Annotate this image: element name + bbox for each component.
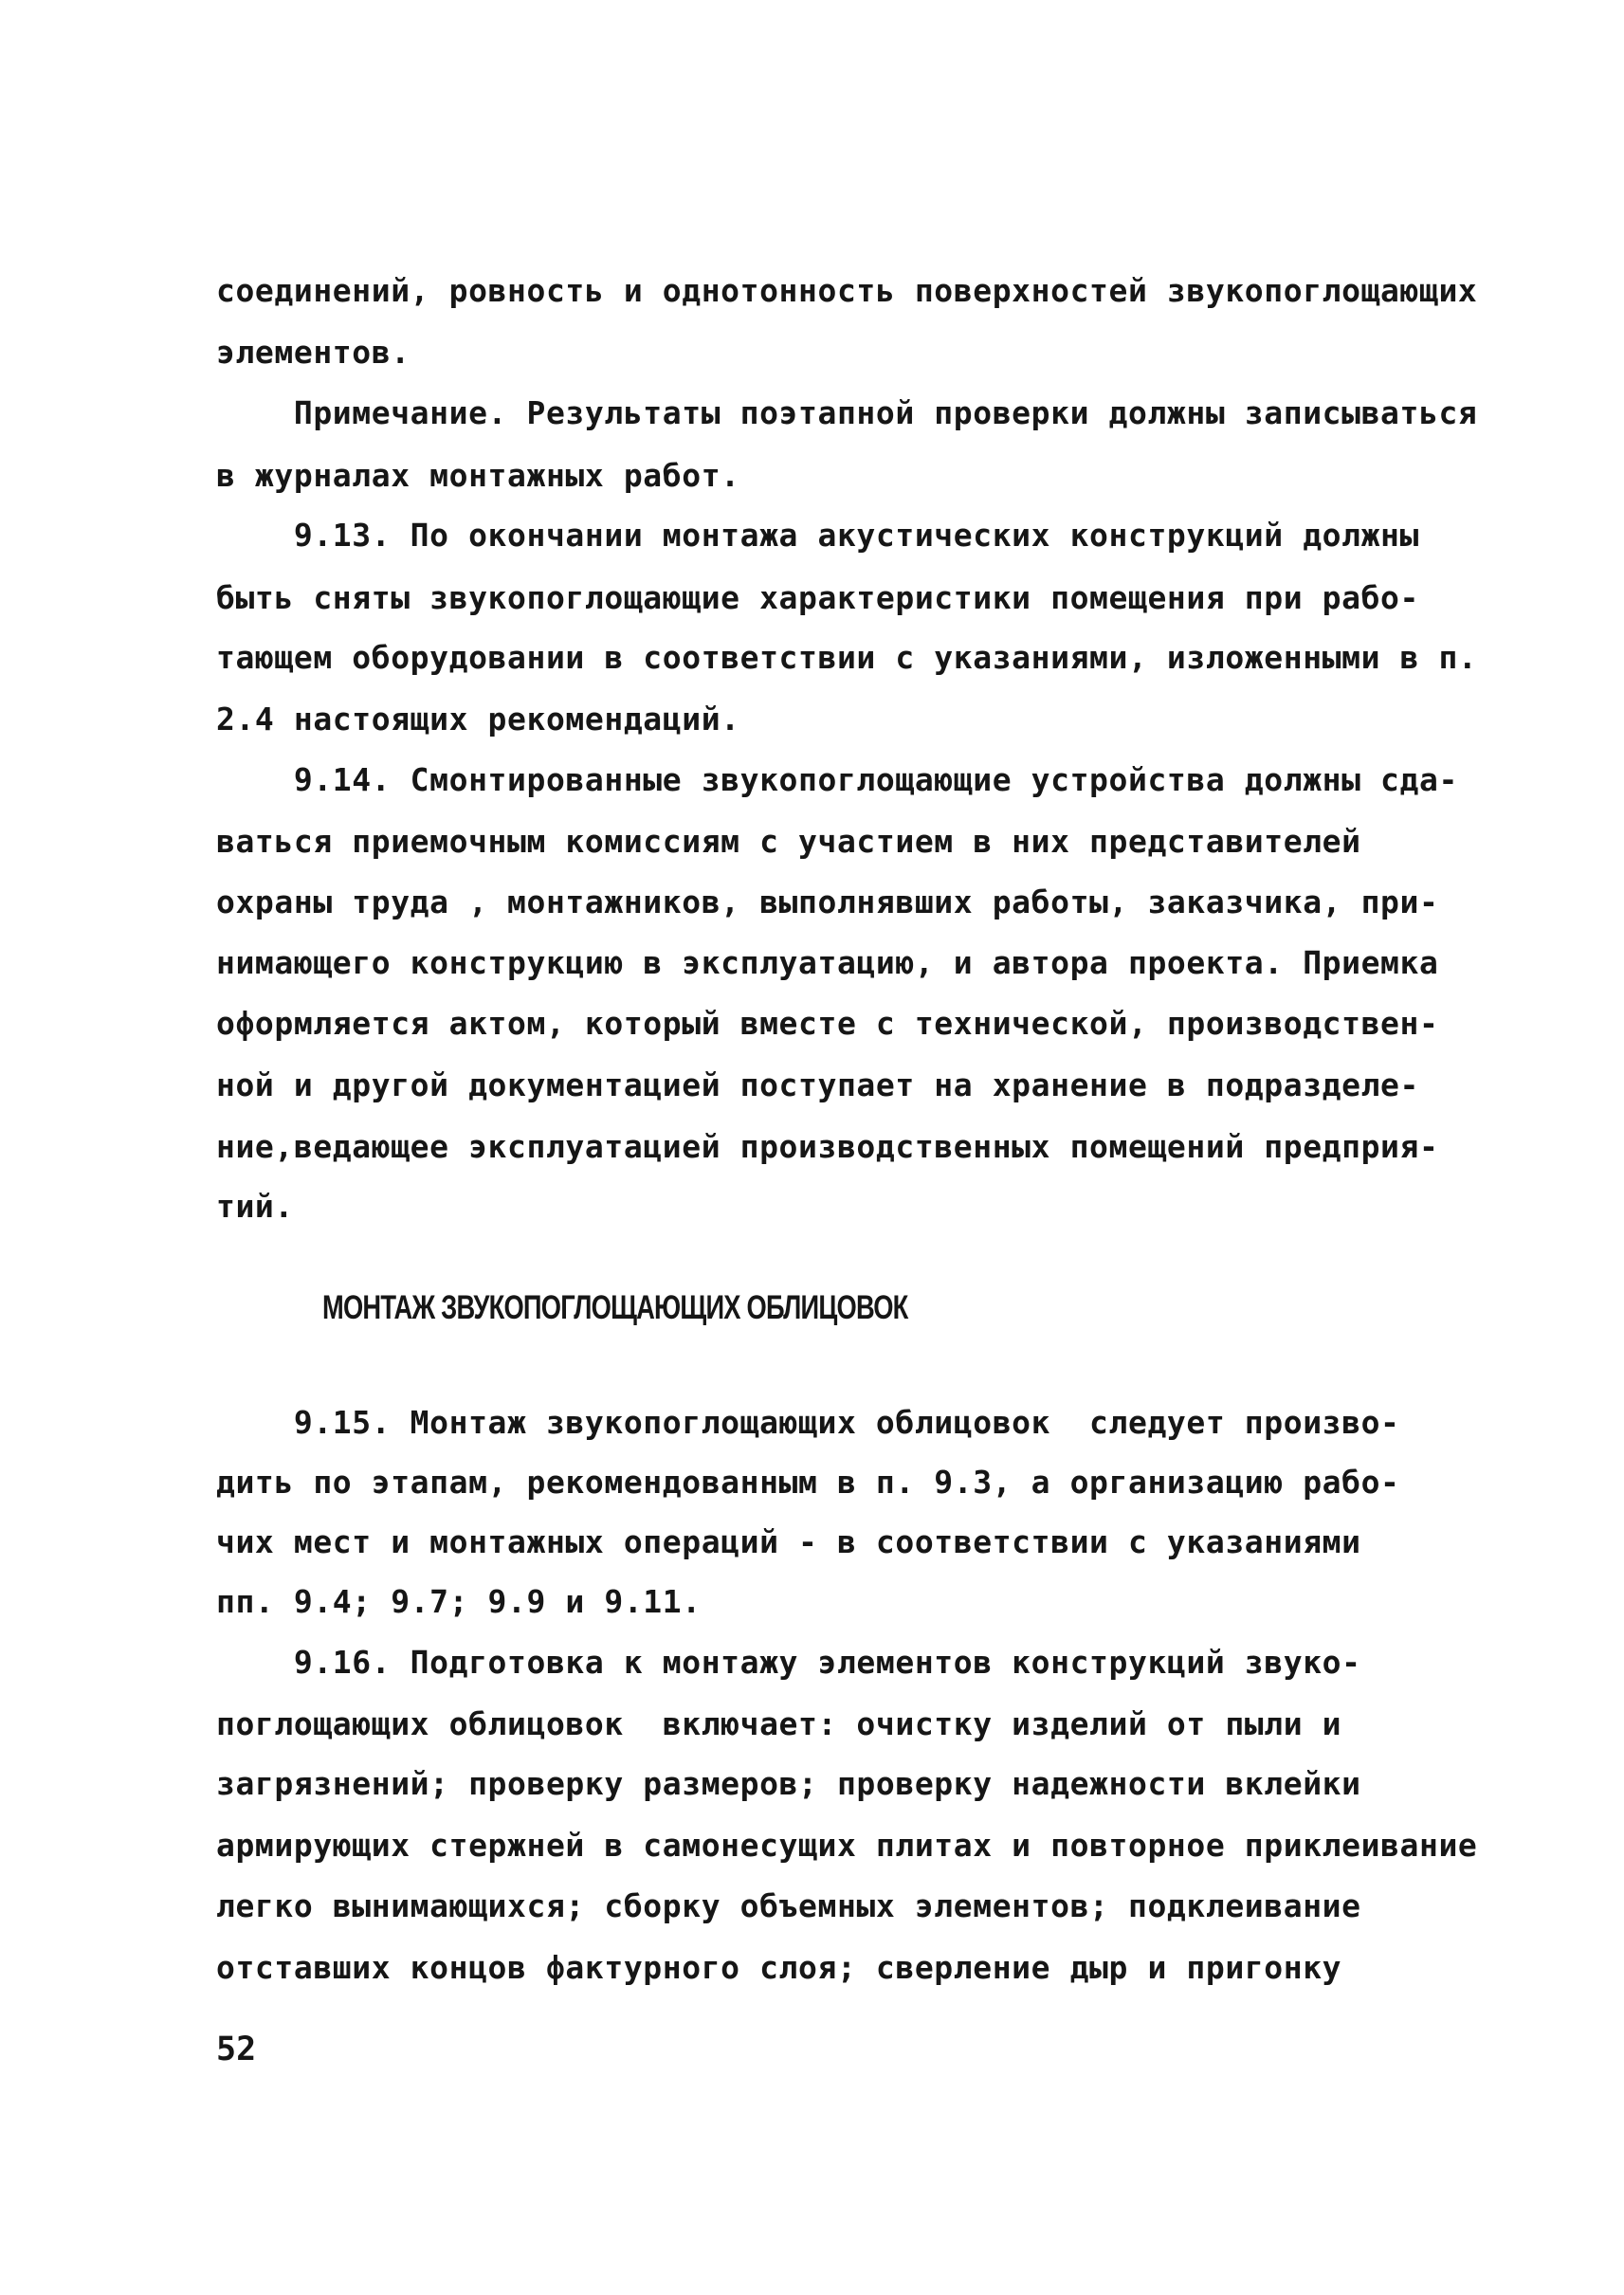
text-line: оформляется актом, который вместе с технической, производствен- — [216, 1005, 1439, 1042]
page-number: 52 — [216, 2031, 257, 2068]
text-line: ние,ведающее эксплуатацией производственных помещений предприя- — [216, 1128, 1439, 1165]
text-line: нимающего конструкцию в эксплуатацию, и автора проекта. Приемка — [216, 944, 1439, 981]
text-line: 2.4 настоящих рекомендаций. — [216, 701, 740, 738]
text-line: загрязнений; проверку размеров; проверку надежности вклейки — [216, 1765, 1361, 1802]
text-line: ной и другой документацией поступает на хранение в подразделе- — [216, 1066, 1419, 1103]
text-line: поглощающих облицовок включает: очистку изделий от пыли и — [216, 1705, 1342, 1742]
text-line: 9.15. Монтаж звукопоглощающих облицовок следует произво- — [216, 1404, 1400, 1441]
text-line: соединений, ровность и однотонность поверхностей звукопоглощающих — [216, 272, 1478, 309]
text-line: армирующих стержней в самонесущих плитах и повторное приклеивание — [216, 1827, 1478, 1864]
text-line: дить по этапам, рекомендованным в п. 9.3, а организацию рабо- — [216, 1464, 1400, 1501]
text-line: пп. 9.4; 9.7; 9.9 и 9.11. — [216, 1583, 702, 1620]
text-line: легко вынимающихся; сборку объемных элементов; подклеивание — [216, 1887, 1361, 1924]
text-line: 9.14. Смонтированные звукопоглощающие устройства должны сда- — [216, 761, 1458, 798]
text-line: 9.16. Подготовка к монтажу элементов конструкций звуко- — [216, 1644, 1361, 1681]
text-line: чих мест и монтажных операций - в соответствии с указаниями — [216, 1523, 1361, 1560]
text-line: в журналах монтажных работ. — [216, 457, 740, 494]
text-line: быть сняты звукопоглощающие характеристики помещения при рабо- — [216, 579, 1419, 616]
text-line: тающем оборудовании в соответствии с указаниями, изложенными в п. — [216, 639, 1478, 676]
text-line: Примечание. Результаты поэтапной проверки должны записываться — [216, 394, 1478, 431]
text-line: охраны труда , монтажников, выполнявших работы, заказчика, при- — [216, 883, 1439, 920]
section-heading: МОНТАЖ ЗВУКОПОГЛОЩАЮЩИХ ОБЛИЦОВОК — [322, 1289, 908, 1326]
text-line: ваться приемочным комиссиям с участием в них представителей — [216, 823, 1361, 860]
text-line: отставших концов фактурного слоя; сверление дыр и пригонку — [216, 1949, 1342, 1986]
text-line: элементов. — [216, 334, 411, 371]
text-line: тий. — [216, 1188, 294, 1225]
text-line: 9.13. По окончании монтажа акустических конструкций должны — [216, 517, 1419, 554]
